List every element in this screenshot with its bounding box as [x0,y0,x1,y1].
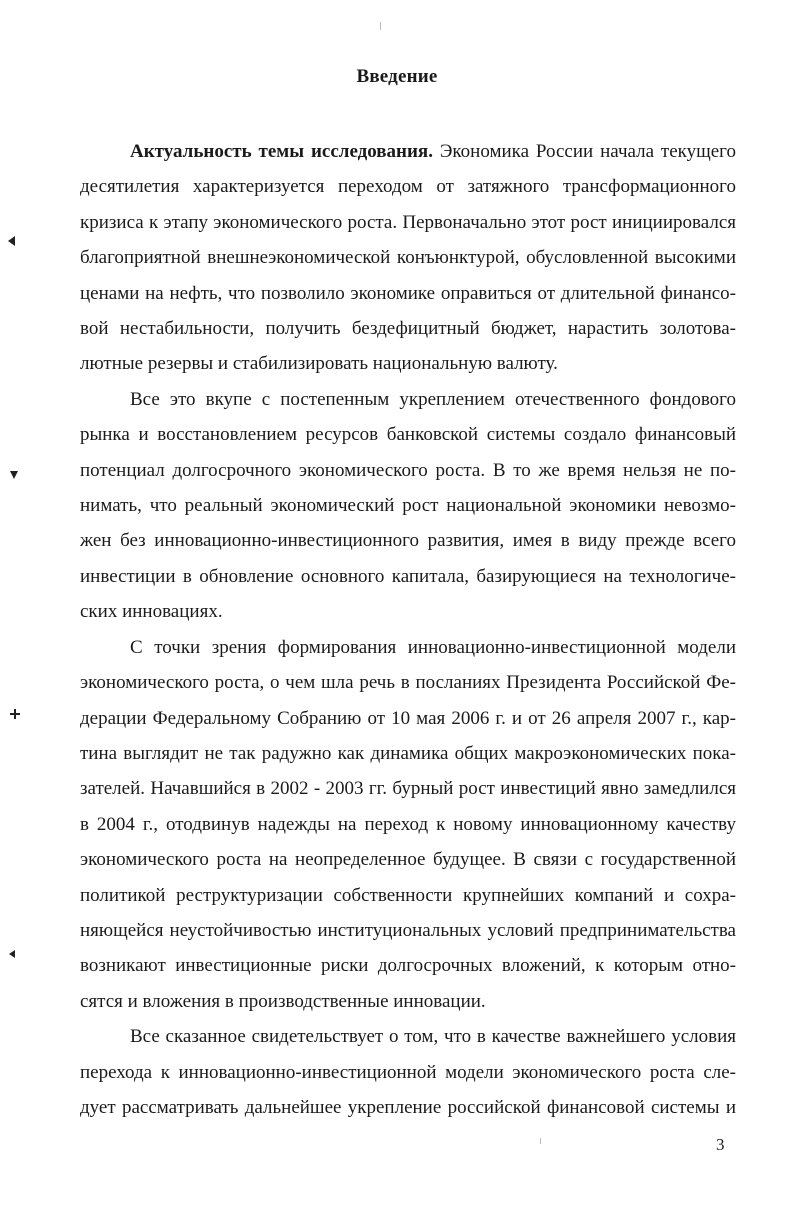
text-line: рынка и восстановлением ресурсов банковской системы создало финансовый [80,424,736,446]
document-body [80,134,736,1125]
text-line: нимать, что реальный экономический рост национальной экономики невозмо- [80,495,736,517]
text-line: вой нестабильности, получить бездефицитный бюджет, нарастить золотова- [80,318,736,340]
section-title: Введение [356,66,438,87]
text-line: С точки зрения формирования инновационно-инвестиционной модели [130,636,736,658]
text-line: кризиса к этапу экономического роста. Первоначально этот рост инициировался [80,211,736,233]
text-line: зателей. Начавшийся в 2002 - 2003 гг. бурный рост инвестиций явно замедлился [80,778,736,800]
text-line-tail: Экономика России начала текущего [432,141,736,162]
text-line: десятилетия характеризуется переходом от затяжного трансформационного [80,176,736,198]
scan-speck [540,1138,541,1144]
page-number: 3 [716,1135,725,1154]
margin-mark-icon [10,471,18,479]
text-line: возникают инвестиционные риски долгосрочных вложений, к которым отно- [80,955,736,977]
margin-mark-icon [9,950,15,958]
text-line: лютные резервы и стабилизировать национальную валюту. [80,353,558,375]
text-line: дует рассматривать дальнейшее укрепление российской финансовой системы и [80,1096,736,1118]
paragraph-potential [80,382,736,630]
margin-mark-icon [14,709,16,719]
text-line: няющейся неустойчивостью институциональных условий предпринимательства [80,919,736,941]
text-line: сятся и вложения в производственные инновации. [80,990,486,1012]
text-line: ценами на нефть, что позволило экономике оправиться от длительной финансо- [80,282,736,304]
margin-mark-icon [8,236,15,246]
paragraph-lead: Актуальность темы исследования. [130,141,433,162]
text-line: дерации Федеральному Собранию от 10 мая 2006 г. и от 26 апреля 2007 г., кар- [80,707,736,729]
text-line: Все это вкупе с постепенным укреплением отечественного фондового [130,388,736,410]
text-line: экономического роста, о чем шла речь в посланиях Президента Российской Фе- [80,672,736,694]
paragraph-relevance [80,134,736,382]
text-line: перехода к инновационно-инвестиционной модели экономического роста сле- [80,1061,736,1083]
paragraph-model [80,630,736,1019]
paragraph-conclusion [80,1019,736,1125]
text-line [80,134,736,169]
text-line: ских инновациях. [80,601,223,623]
text-line: тина выглядит не так радужно как динамика общих макроэкономических пока- [80,742,736,764]
text-line: благоприятной внешнеэкономической конъюнктурой, обусловленной высокими [80,247,736,269]
text-line: политикой реструктуризации собственности крупнейших компаний и сохра- [80,884,736,906]
text-line: экономического роста на неопределенное будущее. В связи с государственной [80,849,736,871]
text-line: инвестиции в обновление основного капитала, базирующиеся на технологиче- [80,565,736,587]
text-line: потенциал долгосрочного экономического роста. В то же время нельзя не по- [80,459,736,481]
text-line: жен без инновационно-инвестиционного развития, имея в виду прежде всего [80,530,736,552]
scan-speck [380,22,381,30]
text-line: в 2004 г., отодвинув надежды на переход к новому инновационному качеству [80,813,736,835]
text-line: Все сказанное свидетельствует о том, что в качестве важнейшего условия [130,1026,736,1048]
